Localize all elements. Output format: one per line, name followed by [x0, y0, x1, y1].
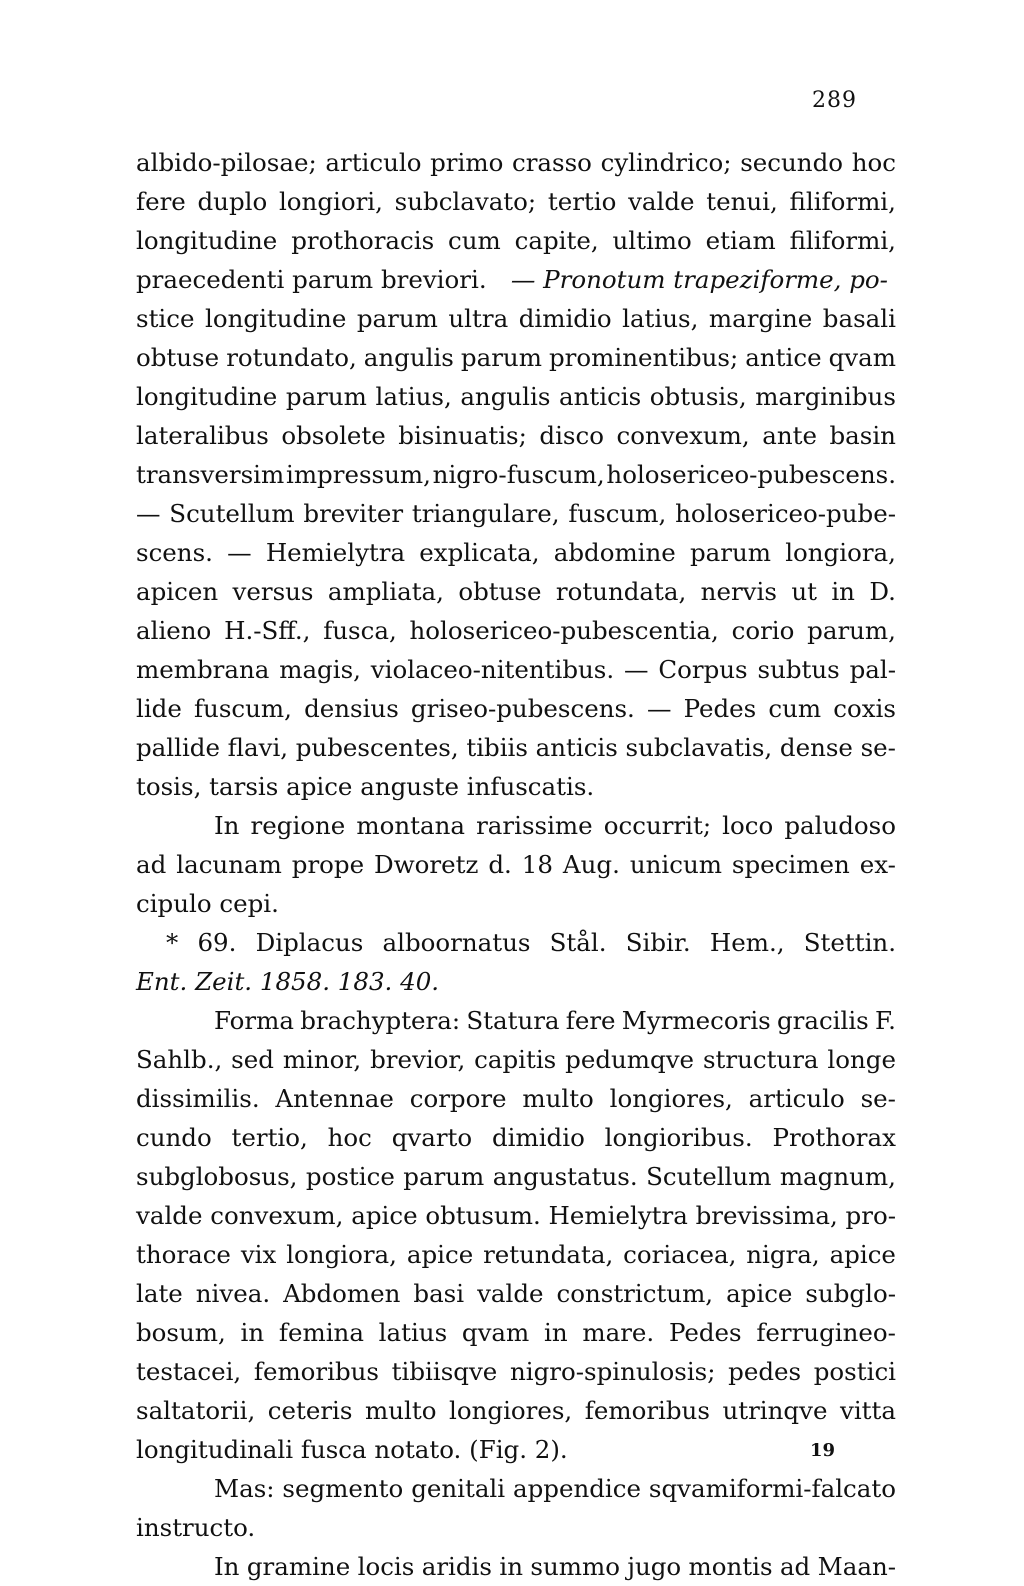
- word: angustatus.: [492, 1162, 638, 1191]
- text-line: [136, 299, 896, 338]
- text-line: Ent. Zeit. 1858. 183. 40.: [136, 967, 440, 996]
- word: pal-: [849, 655, 896, 684]
- text-line: [136, 1547, 896, 1586]
- word: sqvamiformi-falcato: [648, 1474, 896, 1503]
- word: filiformi,: [789, 226, 896, 255]
- word: parum: [460, 343, 542, 372]
- word: sed: [231, 1045, 274, 1074]
- word: *: [166, 928, 179, 957]
- word: scens.: [136, 538, 213, 567]
- word: femoribus: [584, 1396, 710, 1425]
- word: Stål.: [549, 928, 607, 957]
- word: testacei,: [136, 1357, 242, 1386]
- word: H.-Sff.,: [224, 616, 311, 645]
- word: Hemielytra: [265, 538, 406, 567]
- word: ex-: [859, 850, 896, 879]
- word: constrictum,: [556, 1279, 714, 1308]
- word: Sibir.: [625, 928, 691, 957]
- body-text: [136, 143, 896, 1586]
- word: abdomine: [553, 538, 676, 567]
- text-line: [136, 650, 896, 689]
- text-line: [136, 1157, 896, 1196]
- word: Scutellum: [646, 1162, 772, 1191]
- word: coriacea,: [623, 1240, 737, 1269]
- word: nigro-spinulosis;: [509, 1357, 716, 1386]
- word: summo: [530, 1552, 620, 1581]
- word: subglobosus,: [136, 1162, 298, 1191]
- word: cylindrico;: [600, 148, 732, 177]
- word: cundo: [136, 1123, 212, 1152]
- word: ante: [762, 421, 817, 450]
- word: latius,: [375, 382, 452, 411]
- word: in: [499, 1552, 523, 1581]
- word: Scutellum: [169, 499, 295, 528]
- word: prope: [291, 850, 365, 879]
- word: bosum,: [136, 1318, 226, 1347]
- word: disco: [539, 421, 604, 450]
- word: flavi,: [227, 733, 289, 762]
- word: lide: [136, 694, 182, 723]
- word: breviter: [303, 499, 404, 528]
- word: etiam: [705, 226, 776, 255]
- word: parum: [356, 304, 438, 333]
- word: dense: [779, 733, 853, 762]
- word: capite,: [514, 226, 599, 255]
- text-line: [136, 572, 896, 611]
- text-line: [136, 377, 896, 416]
- word: stice: [136, 304, 195, 333]
- word: hoc: [851, 148, 896, 177]
- word: primo: [430, 148, 504, 177]
- word: qvam: [828, 343, 896, 372]
- word: multo: [365, 1396, 437, 1425]
- word: longitudine: [136, 226, 278, 255]
- word: tertio,: [231, 1123, 308, 1152]
- word: subclavatis,: [625, 733, 773, 762]
- text-line: [136, 923, 896, 962]
- word: —: [646, 694, 672, 723]
- word: Hemielytra: [548, 1201, 688, 1230]
- word: rarissime: [476, 811, 593, 840]
- word: Diplacus: [255, 928, 364, 957]
- word: duplo: [197, 187, 268, 216]
- word: lateralibus: [136, 421, 269, 450]
- word: retundata,: [483, 1240, 614, 1269]
- word: cum: [768, 694, 822, 723]
- word: in: [544, 1318, 568, 1347]
- word: Corpus: [658, 655, 748, 684]
- word: nivea.: [195, 1279, 271, 1308]
- word: latius: [378, 1318, 448, 1347]
- word: thorace: [136, 1240, 231, 1269]
- word: albido-pilosae;: [136, 148, 317, 177]
- text-line: [136, 611, 896, 650]
- word: basin: [829, 421, 896, 450]
- word: ceteris: [267, 1396, 353, 1425]
- text-line: longitudinali fusca notato. (Fig. 2).: [136, 1435, 568, 1464]
- word: obtuse: [458, 577, 542, 606]
- word: saltatorii,: [136, 1396, 256, 1425]
- text-line: [136, 728, 896, 767]
- word: brachyptera:: [300, 1006, 461, 1035]
- word: longiores,: [449, 1396, 573, 1425]
- word: occurrit;: [603, 811, 712, 840]
- word: Antennae: [275, 1084, 394, 1113]
- word: Forma: [214, 1006, 294, 1035]
- word: in: [240, 1318, 265, 1347]
- word: vitta: [840, 1396, 896, 1425]
- word: Dworetz: [374, 850, 479, 879]
- text-line: [136, 494, 896, 533]
- text-fragment: praecedenti parum breviori.: [136, 265, 487, 294]
- text-line: [136, 1040, 896, 1079]
- text-line: [136, 1118, 896, 1157]
- word: postici: [813, 1357, 896, 1386]
- word: nigro-fuscum,: [432, 460, 605, 489]
- word: se-: [860, 733, 896, 762]
- word: densius: [304, 694, 399, 723]
- text-line: [136, 1196, 896, 1235]
- word: se-: [860, 1084, 896, 1113]
- word: tibiisqve: [391, 1357, 498, 1386]
- word: hoc: [327, 1123, 372, 1152]
- word: utrinqve: [722, 1396, 828, 1425]
- word: postice: [305, 1162, 395, 1191]
- word: ad: [136, 850, 167, 879]
- text-line: [136, 1079, 896, 1118]
- word: qvam: [461, 1318, 530, 1347]
- word: Mas:: [214, 1474, 275, 1503]
- text-line: tosis, tarsis apice anguste infuscatis.: [136, 772, 595, 801]
- word: holosericeo-pube-: [675, 499, 896, 528]
- word: lacunam: [176, 850, 282, 879]
- word: magnum,: [779, 1162, 896, 1191]
- word: In: [214, 811, 240, 840]
- word: appendice: [513, 1474, 641, 1503]
- word: corio: [731, 616, 795, 645]
- word: structura: [702, 1045, 819, 1074]
- word: ampliata,: [327, 577, 444, 606]
- word: violaceo-nitentibus.: [370, 655, 615, 684]
- word: In: [214, 1552, 240, 1581]
- word: valde: [628, 187, 695, 216]
- word: parum,: [807, 616, 896, 645]
- word: locis: [357, 1552, 415, 1581]
- word: femina: [278, 1318, 364, 1347]
- word: pallide: [136, 733, 220, 762]
- word: regione: [250, 811, 346, 840]
- word: basi: [413, 1279, 465, 1308]
- signature-mark: 19: [810, 1440, 836, 1461]
- word: multo: [522, 1084, 594, 1113]
- word: parum: [285, 382, 367, 411]
- word: aridis: [421, 1552, 492, 1581]
- word: apice: [406, 1240, 474, 1269]
- word: ad: [779, 1552, 811, 1581]
- word: obtusum.: [425, 1201, 541, 1230]
- word: Prothorax: [772, 1123, 896, 1152]
- word: longiora,: [286, 1240, 397, 1269]
- word: femoribus: [253, 1357, 380, 1386]
- word: qvarto: [391, 1123, 473, 1152]
- word: Maan-: [817, 1552, 896, 1581]
- word: valde: [477, 1279, 544, 1308]
- word: nervis: [700, 577, 777, 606]
- word: Abdomen: [283, 1279, 401, 1308]
- text-line: instructo.: [136, 1513, 256, 1542]
- word: antice: [745, 343, 822, 372]
- word: crasso: [512, 148, 592, 177]
- text-line: [136, 182, 896, 221]
- text-line: [136, 1001, 896, 1040]
- word: magis,: [279, 655, 361, 684]
- word: unicum: [629, 850, 722, 879]
- word: longiori,: [278, 187, 383, 216]
- page-number: 289: [812, 88, 857, 113]
- word: Stettin.: [803, 928, 896, 957]
- word: apicen: [136, 577, 219, 606]
- word: apice: [829, 1240, 896, 1269]
- word: explicata,: [419, 538, 540, 567]
- word: fuscum,: [568, 499, 667, 528]
- word: late: [136, 1279, 183, 1308]
- word: parum: [403, 1162, 485, 1191]
- word: margine: [708, 304, 813, 333]
- word: fere: [565, 1006, 616, 1035]
- word: ut: [791, 577, 817, 606]
- word: —: [624, 655, 649, 684]
- word: longioribus.: [604, 1123, 753, 1152]
- word: subclavato;: [394, 187, 537, 216]
- word: basali: [822, 304, 896, 333]
- word: fusca,: [323, 616, 397, 645]
- word: pubescentes,: [295, 733, 459, 762]
- word: griseo-pubescens.: [410, 694, 635, 723]
- word: segmento: [282, 1474, 404, 1503]
- word: membrana: [136, 655, 270, 684]
- word: d.: [488, 850, 512, 879]
- word: paludoso: [784, 811, 896, 840]
- word: mare.: [582, 1318, 655, 1347]
- text-line: [136, 533, 896, 572]
- word: ferrugineo-: [756, 1318, 896, 1347]
- word: articulo: [748, 1084, 845, 1113]
- word: holosericeo-pubescens.: [606, 460, 896, 489]
- text-line: [136, 1391, 896, 1430]
- text-line: [136, 1313, 896, 1352]
- word: valde: [136, 1201, 203, 1230]
- word: subtus: [757, 655, 840, 684]
- text-line: [136, 845, 896, 884]
- word: cum: [448, 226, 501, 255]
- word: pedumqve: [565, 1045, 695, 1074]
- word: anticis: [535, 733, 618, 762]
- text-line: [136, 806, 896, 845]
- word: obtuse: [136, 343, 220, 372]
- text-line: [136, 143, 896, 182]
- word: obtusis,: [649, 382, 747, 411]
- word: gracilis: [776, 1006, 869, 1035]
- text-line: [136, 1352, 896, 1391]
- word: Statura: [466, 1006, 560, 1035]
- word: prothoracis: [291, 226, 435, 255]
- word: tenui,: [706, 187, 778, 216]
- word: dimidio: [491, 1123, 585, 1152]
- word: Sahlb.,: [136, 1045, 223, 1074]
- word: bisinuatis;: [398, 421, 527, 450]
- word: alboornatus: [382, 928, 531, 957]
- word: longe: [827, 1045, 896, 1074]
- word: brevissima,: [695, 1201, 838, 1230]
- word: 69.: [197, 928, 237, 957]
- word: montis: [688, 1552, 773, 1581]
- word: specimen: [731, 850, 850, 879]
- text-line: [136, 455, 896, 494]
- word: filiformi,: [789, 187, 896, 216]
- text-line: [136, 689, 896, 728]
- text-line: [136, 1469, 896, 1508]
- word: minor,: [282, 1045, 362, 1074]
- word: jugo: [627, 1552, 682, 1581]
- word: loco: [722, 811, 774, 840]
- word: pro-: [845, 1201, 896, 1230]
- word: pedes: [728, 1357, 802, 1386]
- word: longitudine: [205, 304, 347, 333]
- word: anticis: [559, 382, 642, 411]
- word: rotundata,: [555, 577, 687, 606]
- word: montana: [356, 811, 465, 840]
- word: triangulare,: [411, 499, 560, 528]
- word: transversim: [136, 460, 285, 489]
- word: coxis: [833, 694, 896, 723]
- word: longitudine: [136, 382, 278, 411]
- word: convexum,: [616, 421, 750, 450]
- word: apice: [351, 1201, 418, 1230]
- word: impressum,: [285, 460, 431, 489]
- word: in: [831, 577, 855, 606]
- word: corpore: [409, 1084, 507, 1113]
- word: fere: [136, 187, 186, 216]
- word: convexum,: [210, 1201, 344, 1230]
- text-line: [136, 1274, 896, 1313]
- text-fragment: — Pronotum trapeziforme, po-: [510, 265, 888, 294]
- word: Myrmecoris: [621, 1006, 771, 1035]
- word: fuscum,: [193, 694, 292, 723]
- word: longiora,: [785, 538, 896, 567]
- word: Aug.: [562, 850, 620, 879]
- text-line: [136, 1235, 896, 1274]
- word: D.: [869, 577, 896, 606]
- word: latius,: [622, 304, 699, 333]
- text-line: [136, 416, 896, 455]
- word: tertio: [547, 187, 617, 216]
- word: longiores,: [609, 1084, 733, 1113]
- word: 18: [521, 850, 553, 879]
- word: —: [136, 499, 161, 528]
- word: rotundato,: [226, 343, 357, 372]
- word: capitis: [474, 1045, 557, 1074]
- word: Hem.,: [709, 928, 785, 957]
- word: parum: [689, 538, 771, 567]
- word: brevior,: [370, 1045, 466, 1074]
- word: angulis: [363, 343, 454, 372]
- word: prominentibus;: [548, 343, 739, 372]
- word: articulo: [325, 148, 422, 177]
- word: ultimo: [612, 226, 692, 255]
- word: versus: [232, 577, 314, 606]
- word: ultra: [448, 304, 509, 333]
- text-line: [136, 338, 896, 377]
- word: angulis: [460, 382, 551, 411]
- word: secundo: [740, 148, 844, 177]
- word: holosericeo-pubescentia,: [409, 616, 719, 645]
- word: obsolete: [281, 421, 386, 450]
- word: marginibus: [755, 382, 896, 411]
- word: F.: [874, 1006, 896, 1035]
- word: genitali: [411, 1474, 506, 1503]
- word: subglo-: [805, 1279, 896, 1308]
- text-line: [136, 260, 896, 299]
- word: —: [227, 538, 252, 567]
- word: Pedes: [683, 694, 757, 723]
- word: Pedes: [668, 1318, 742, 1347]
- word: alieno: [136, 616, 212, 645]
- word: tibiis: [466, 733, 528, 762]
- word: vix: [240, 1240, 277, 1269]
- word: dissimilis.: [136, 1084, 260, 1113]
- text-line: cipulo cepi.: [136, 889, 279, 918]
- word: gramine: [246, 1552, 351, 1581]
- word: nigra,: [746, 1240, 820, 1269]
- text-line: [136, 221, 896, 260]
- word: dimidio: [518, 304, 612, 333]
- word: apice: [726, 1279, 793, 1308]
